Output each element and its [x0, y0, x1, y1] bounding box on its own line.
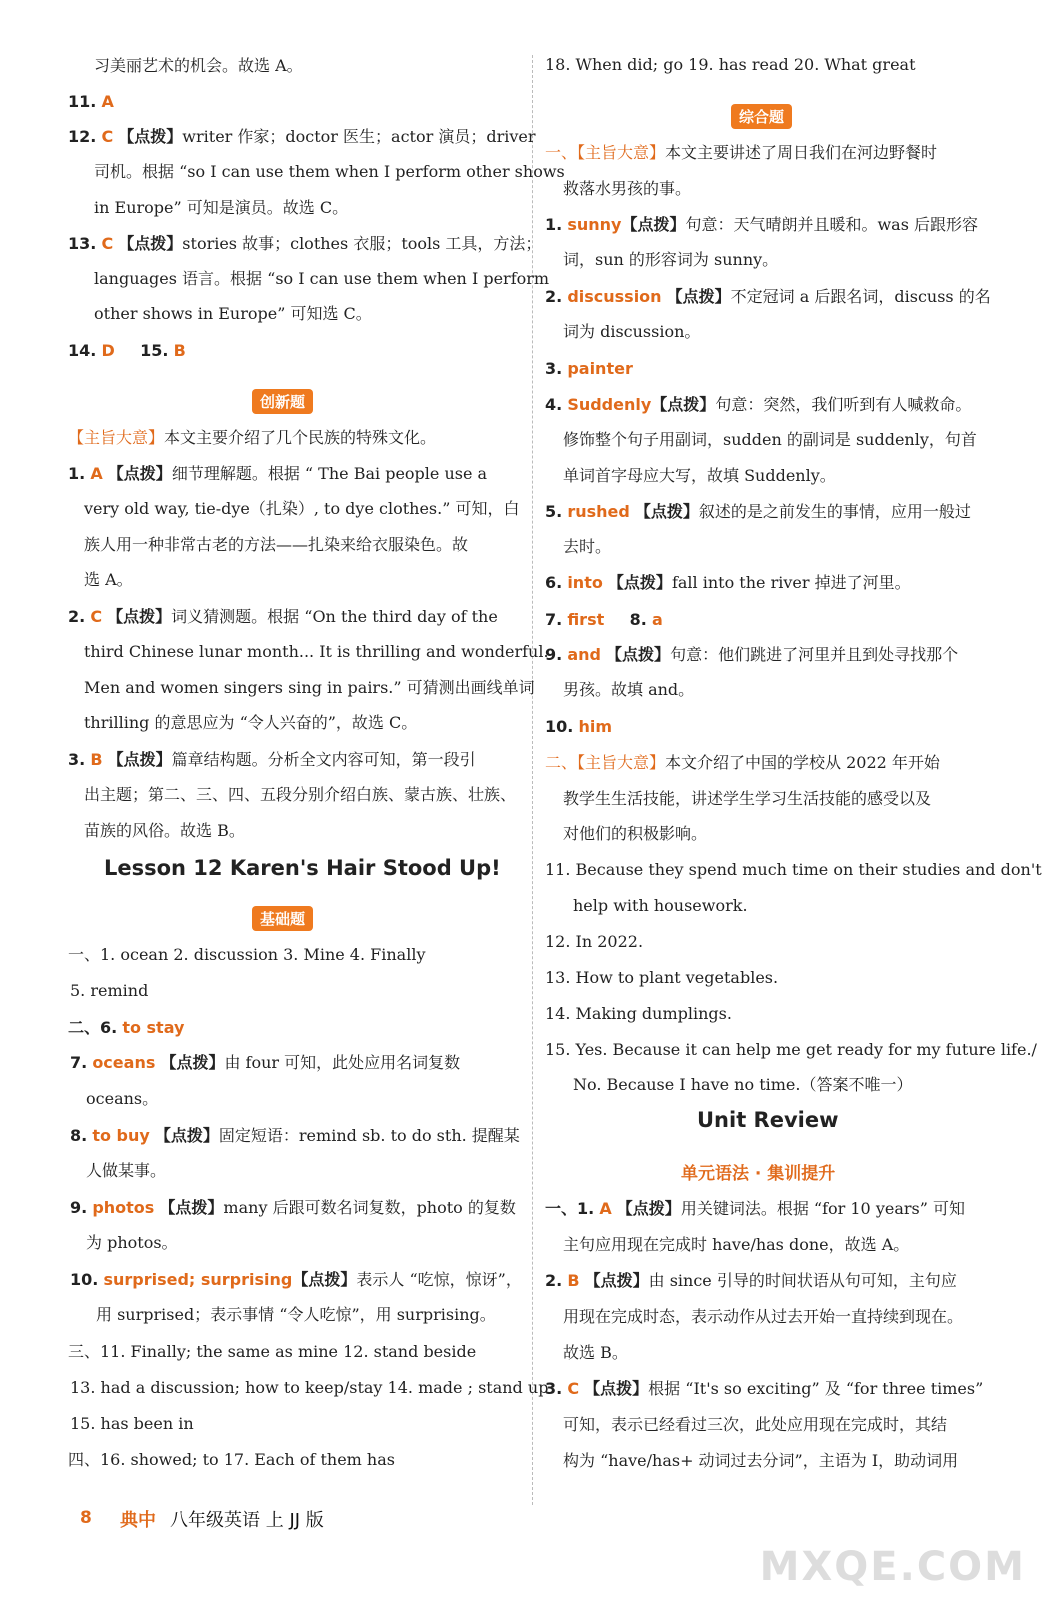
book-title: 八年级英语 上 JJ 版 [170, 1510, 324, 1531]
answer-q10: 10. him [545, 717, 612, 736]
answer-q14: 14. Making dumplings. [545, 1004, 732, 1023]
answer-q7-q8: 7. first 8. a [545, 610, 663, 629]
text-line: thrilling 的意思应为 “令人兴奋的”，故选 C。 [84, 713, 418, 732]
text-line: 用现在完成时态，表示动作从过去开始一直持续到现在。 [563, 1307, 964, 1326]
unit-subheading: 单元语法 · 集训提升 [681, 1164, 836, 1184]
text-line: 修饰整个句子用副词，sudden 的副词是 suddenly，句首 [563, 430, 977, 449]
text-line: very old way, tie-dye（扎染）, to dye clothes.” 可知，白 [84, 499, 520, 518]
answer-s15: 15. has been in [70, 1414, 194, 1433]
text-line: third Chinese lunar month... It is thrilling and wonderful. [84, 642, 549, 661]
text-line: 主句应用现在完成时 have/has done，故选 A。 [563, 1235, 910, 1254]
text-line: 可知，表示已经看过三次，此处应用现在完成时，其结 [563, 1415, 948, 1434]
text-line: 司机。根据 “so I can use them when I perform other shows [94, 162, 565, 181]
answer-s10: 10. surprised; surprising【点拨】表示人 “吃惊，惊讶”， [70, 1270, 522, 1289]
answer-q2: 2. discussion 【点拨】不定冠词 a 后跟名词，discuss 的名 [545, 287, 991, 306]
text-line: other shows in Europe” 可知选 C。 [94, 304, 372, 323]
main-idea-b: 二、【主旨大意】本文介绍了中国的学校从 2022 年开始 [545, 753, 940, 772]
text-line: 男孩。故填 and。 [563, 680, 695, 699]
text-line: 为 photos。 [86, 1233, 178, 1252]
answer-q13: 13. How to plant vegetables. [545, 968, 779, 987]
text-line: 教学生生活技能，讲述学生学习生活技能的感受以及 [563, 789, 932, 808]
answer-c2: 2. C 【点拨】词义猜测题。根据 “On the third day of the [68, 607, 498, 626]
brand-logo: 典中 [120, 1510, 156, 1531]
text-line: 故选 B。 [563, 1343, 628, 1362]
text-line: 选 A。 [84, 570, 133, 589]
answer-u3: 3. C 【点拨】根据 “It's so exciting” 及 “for three times” [545, 1379, 984, 1398]
answer-q12: 12. In 2022. [545, 932, 644, 951]
answer-r1: 18. When did; go 19. has read 20. What great [545, 55, 916, 74]
text-line: 出主题；第二、三、四、五段分别介绍白族、蒙古族、壮族、 [84, 785, 517, 804]
answer-s11: 三、11. Finally; the same as mine 12. stand beside [68, 1342, 477, 1361]
answer-12: 12. C 【点拨】writer 作家；doctor 医生；actor 演员；driver [68, 127, 536, 146]
badge-comprehensive: 综合题 [731, 104, 792, 129]
watermark: MXQE.COM [759, 1544, 1026, 1590]
text-line: 苗族的风俗。故选 B。 [84, 821, 245, 840]
text-line: languages 语言。根据 “so I can use them when I perform [94, 269, 550, 288]
text-line: 用 surprised；表示事情 “令人吃惊”，用 surprising。 [96, 1305, 496, 1324]
main-idea: 【主旨大意】本文主要介绍了几个民族的特殊文化。 [68, 428, 437, 447]
answer-q9: 9. and 【点拨】句意：他们跳进了河里并且到处寻找那个 [545, 645, 959, 664]
answer-q4: 4. Suddenly【点拨】句意：突然，我们听到有人喊救命。 [545, 395, 972, 414]
text-line: 单词首字母应大写，故填 Suddenly。 [563, 466, 836, 485]
text-line: in Europe” 可知是演员。故选 C。 [94, 198, 349, 217]
answer-q5: 5. rushed 【点拨】叙述的是之前发生的事情，应用一般过 [545, 502, 971, 521]
answer-q15: 15. Yes. Because it can help me get ready for my future life./ [545, 1040, 1037, 1059]
page-footer [0, 1500, 1046, 1540]
answer-s16: 四、16. showed; to 17. Each of them has [68, 1450, 395, 1469]
answer-c3: 3. B 【点拨】篇章结构题。分析全文内容可知，第一段引 [68, 750, 476, 769]
answer-s5: 5. remind [70, 981, 149, 1000]
text-line: 词，sun 的形容词为 sunny。 [563, 250, 779, 269]
text-line: 救落水男孩的事。 [563, 179, 692, 198]
answer-s9: 9. photos 【点拨】many 后跟可数名词复数，photo 的复数 [70, 1198, 516, 1217]
main-idea-a: 一、【主旨大意】本文主要讲述了周日我们在河边野餐时 [545, 143, 938, 162]
answer-13: 13. C 【点拨】stories 故事；clothes 衣服；tools 工具，方法； [68, 234, 542, 253]
text-line: 构为 “have/has+ 动词过去分词”，主语为 I，助动词用 [563, 1451, 959, 1470]
text-line: Men and women singers sing in pairs.” 可猜测出画线单词 [84, 678, 535, 697]
answer-s7: 7. oceans 【点拨】由 four 可知，此处应用名词复数 [70, 1053, 461, 1072]
answer-14-15: 14. D 15. B [68, 341, 186, 360]
answer-s1: 一、1. ocean 2. discussion 3. Mine 4. Finally [68, 945, 426, 964]
answer-u1: 一、1. A 【点拨】用关键词法。根据 “for 10 years” 可知 [545, 1199, 965, 1218]
text-line: 习美丽艺术的机会。故选 A。 [94, 56, 303, 75]
answer-q6: 6. into 【点拨】fall into the river 掉进了河里。 [545, 573, 911, 592]
answer-q1: 1. sunny【点拨】句意：天气晴朗并且暖和。was 后跟形容 [545, 215, 978, 234]
text-line: 去时。 [563, 537, 612, 556]
badge-innovation: 创新题 [252, 389, 313, 414]
text-line: oceans。 [86, 1089, 159, 1108]
answer-q3: 3. painter [545, 359, 633, 378]
text-line: 族人用一种非常古老的方法——扎染来给衣服染色。故 [84, 535, 469, 554]
answer-u2: 2. B 【点拨】由 since 引导的时间状语从句可知，主句应 [545, 1271, 957, 1290]
page-number: 8 [80, 1508, 92, 1528]
text-line: help with housework. [573, 896, 748, 915]
badge-basic: 基础题 [252, 906, 313, 931]
answer-s6: 二、6. to stay [68, 1018, 185, 1037]
answer-11: 11. A [68, 92, 114, 111]
unit-title: Unit Review [697, 1108, 839, 1132]
text-line: 人做某事。 [86, 1161, 167, 1180]
answer-s8: 8. to buy 【点拨】固定短语：remind sb. to do sth. 提醒某 [70, 1126, 520, 1145]
text-line: 词为 discussion。 [563, 322, 701, 341]
answer-s13: 13. had a discussion; how to keep/stay 14. made ; stand up [70, 1378, 549, 1397]
answer-c1: 1. A 【点拨】细节理解题。根据 “ The Bai people use a [68, 464, 488, 483]
text-line: 对他们的积极影响。 [563, 824, 708, 843]
answer-q11: 11. Because they spend much time on their studies and don't [545, 860, 1042, 879]
text-line: No. Because I have no time.（答案不唯一） [573, 1075, 913, 1094]
lesson-title: Lesson 12 Karen's Hair Stood Up! [104, 856, 501, 880]
